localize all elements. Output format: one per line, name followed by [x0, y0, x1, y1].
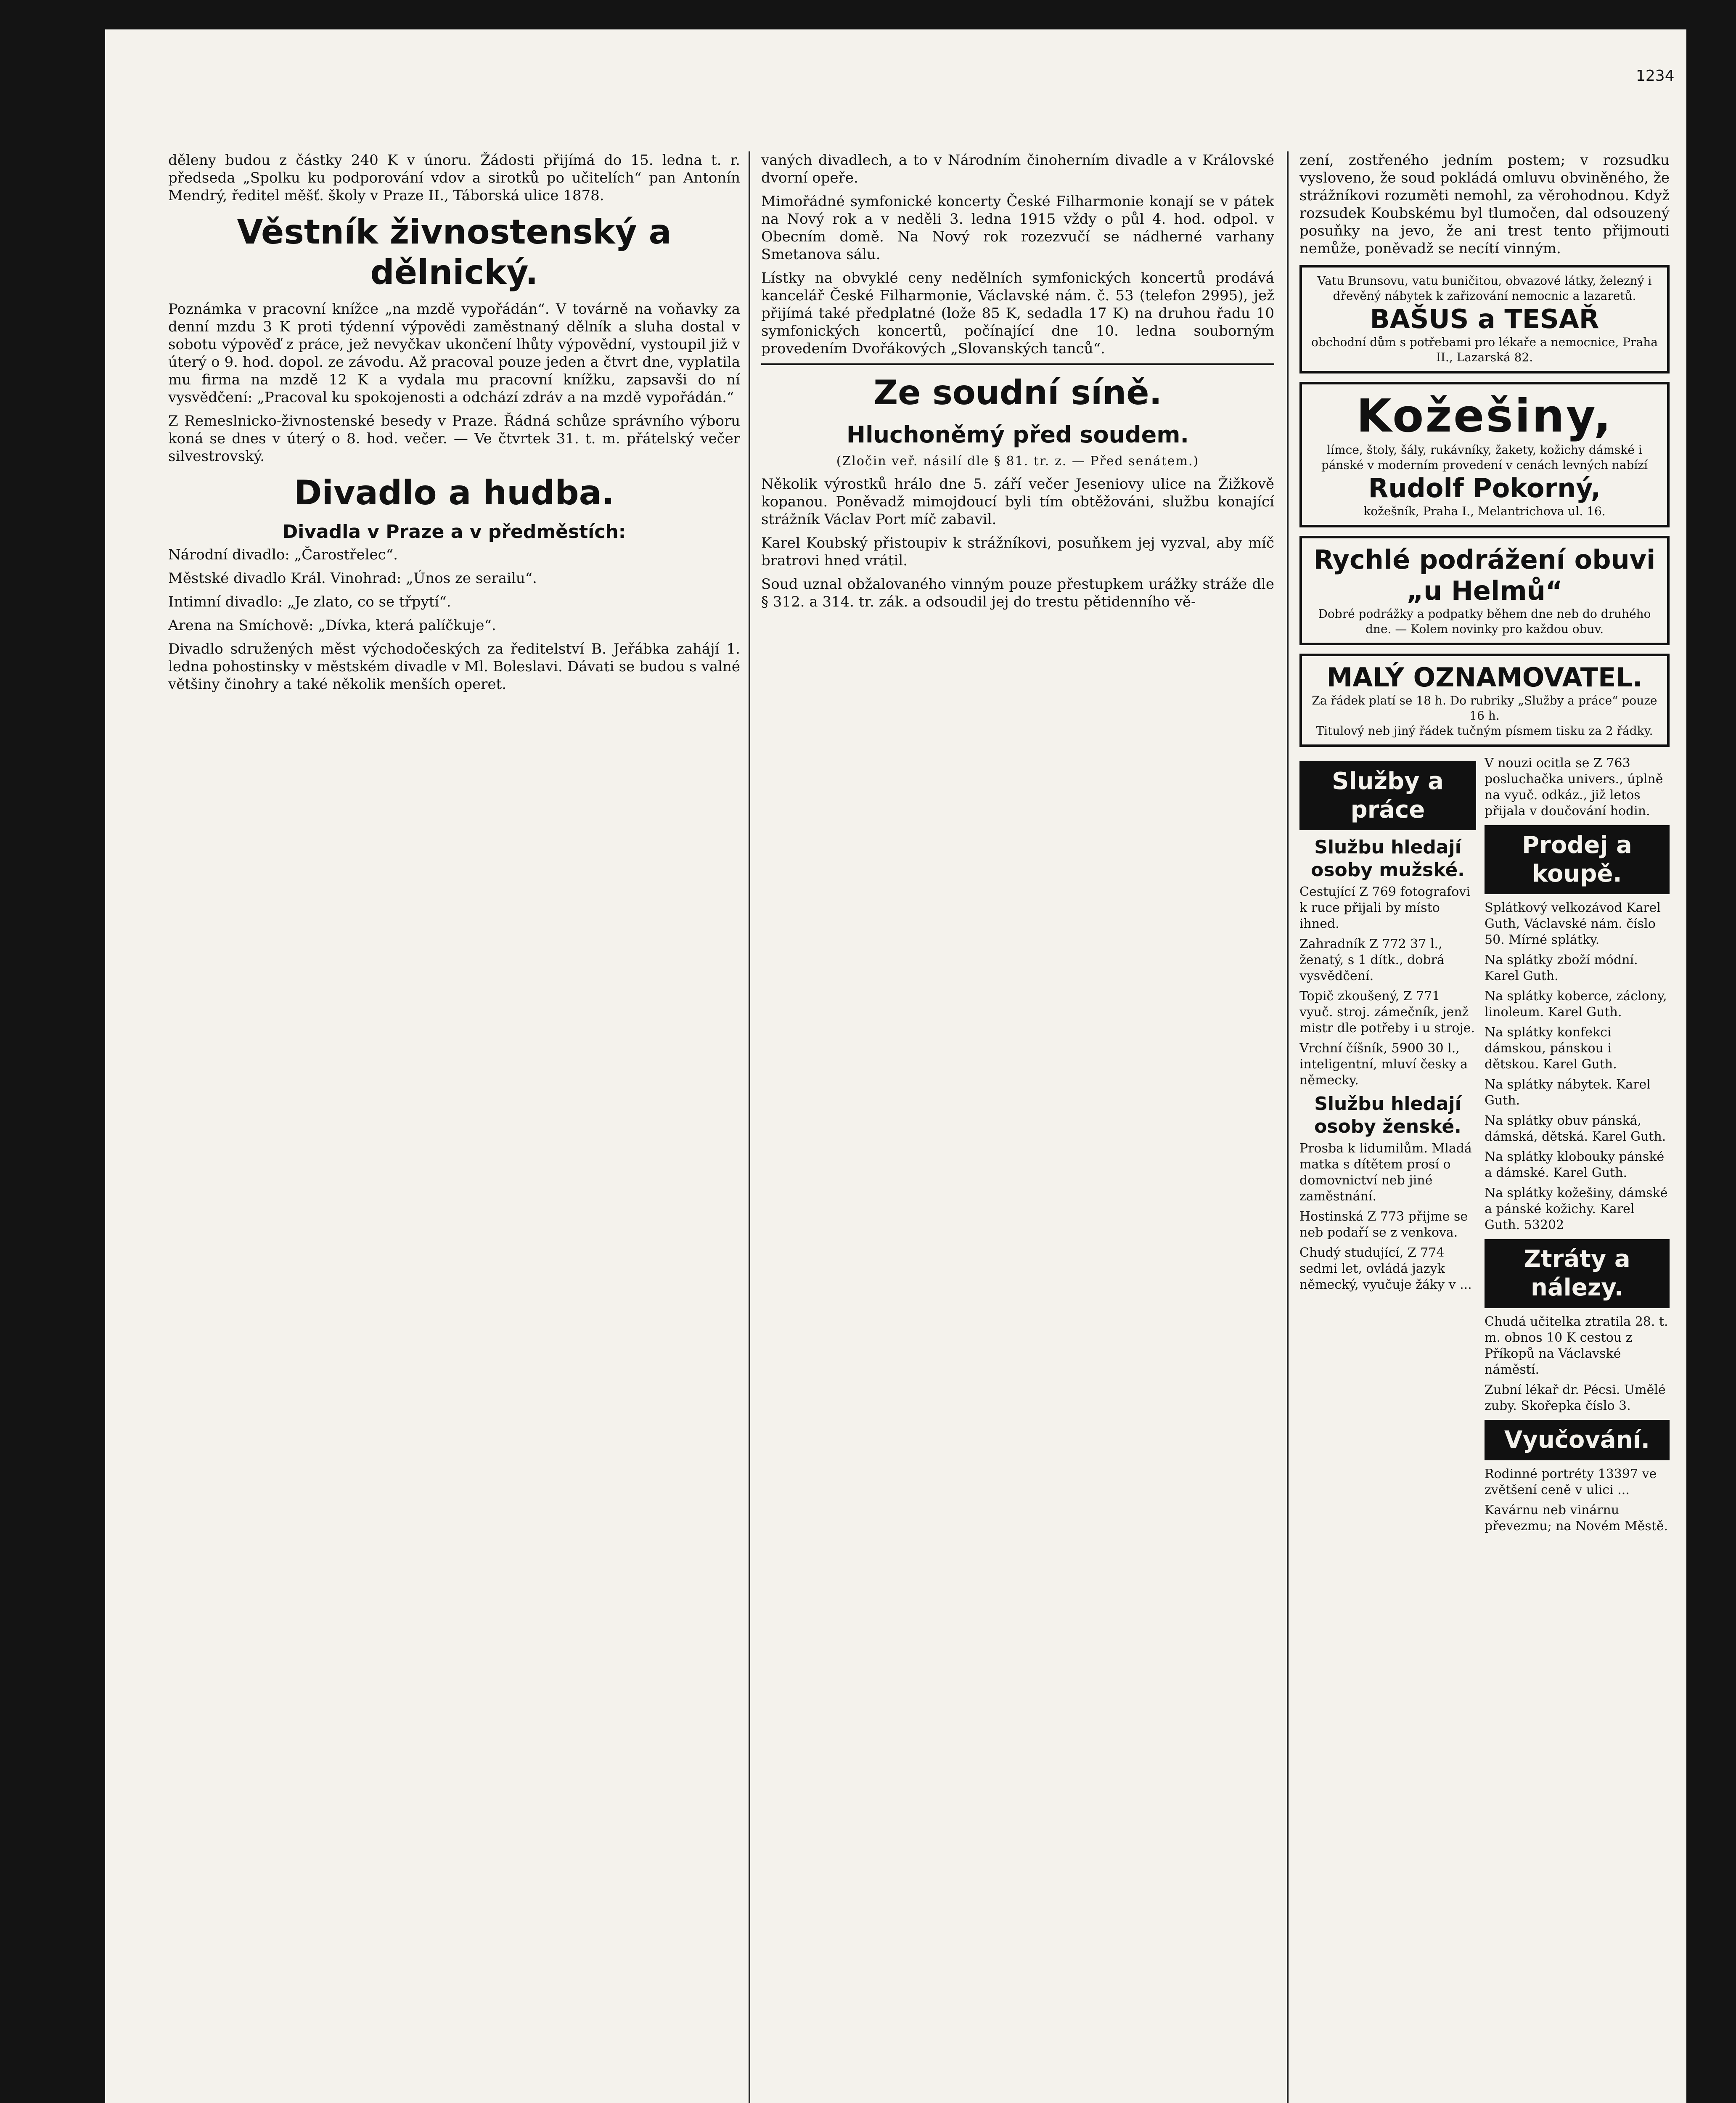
column-divider — [1287, 151, 1289, 2103]
theatre-listing-1: Národní divadlo: „Čarostřelec“. — [168, 546, 398, 563]
ad-kozesiny-brand: Rudolf Pokorný, — [1368, 473, 1601, 503]
maly-oznamovatel-box — [1299, 654, 1670, 747]
classified-item: Rodinné portréty 13397 ve zvětšení ceně v ulici ... — [1485, 1467, 1657, 1497]
theatre-listing-2: Městské divadlo Král. Vinohrad: „Únos ze serailu“. — [168, 570, 537, 587]
page-corner-number: 1234 — [1636, 67, 1675, 85]
court-paragraph-2: Karel Koubský přistoupiv k strážníkovi, posuňkem jej vyzval, aby míč bratrovi hned vrátil. — [761, 535, 1274, 569]
classified-item: Kavárnu neb vinárnu převezmu; na Novém Městě. — [1485, 1503, 1668, 1534]
classifieds-right — [1485, 755, 1670, 1539]
banner-prodej-a-koupe: Prodej a koupě. — [1485, 825, 1670, 894]
classified-item: Vrchní číšník, 5900 30 l., inteligentní, mluví česky a německy. — [1299, 1041, 1468, 1088]
divadlo-paragraph-1: Divadlo sdružených měst východočeských za ředitelství B. Jeřábka zahájí 1. ledna pohostinsky v městském divadle v Ml. Boleslavi. Dávati se budou s valné většiny činohry a také několik menších operet. — [168, 641, 740, 693]
section-rule — [761, 363, 1274, 365]
classified-item: Na splátky klobouky pánské a dámské. Karel Guth. — [1485, 1149, 1665, 1180]
ad-podrazeni-title: Rychlé podrážení obuvi — [1313, 544, 1656, 575]
symphony-paragraph-1: Mimořádné symfonické koncerty České Filharmonie konají se v pátek na Nový rok a v neděli 3. ledna 1915 vždy o půl 4. hod. odpol. v Obecním domě. Na Nový rok rozezvučí se nádherné varhany Smetanova sálu. — [761, 193, 1274, 263]
classified-item: Na splátky konfekci dámskou, pánskou i dětskou. Karel Guth. — [1485, 1025, 1617, 1072]
classified-item: Na splátky koberce, záclony, linoleum. Karel Guth. — [1485, 989, 1667, 1020]
classified-item: Na splátky obuv pánská, dámská, dětská. Karel Guth. — [1485, 1113, 1666, 1144]
classified-item: V nouzi ocitla se Z 763 posluchačka univers., úplně na vyuč. odkáz., již letos přijala v doučování hodin. — [1485, 756, 1663, 818]
banner-ztraty-a-nalezy: Ztráty a nálezy. — [1485, 1239, 1670, 1308]
heading-soudni-sin: Ze soudní síně. — [873, 373, 1162, 412]
right-top-paragraph: zení, zostřeného jedním postem; v rozsudku vysloveno, že soud pokládá omluvu obviněného, že strážníkovi rozuměti nemohl, za věrohodnou. Když rozsudek Koubskému byl tlumočen, dal odsouzený posuňky na jevo, že ani trest tento přijmouti nemůže, poněvadž se necítí vinným. — [1299, 152, 1670, 257]
ad-kozesiny-text: límce, štoly, šály, rukávníky, žakety, kožichy dámské i pánské v moderním provedení v cenách levných nabízí — [1321, 443, 1648, 472]
court-paragraph-3: Soud uznal obžalovaného vinným pouze přestupkem urážky stráže dle § 312. a 314. tr. zák. a odsoudil jej do trestu pětidenního vě- — [761, 576, 1274, 610]
classified-item: Topič zkoušený, Z 771 vyuč. stroj. zámečník, jenž mistr dle potřeby i u stroje. — [1299, 989, 1475, 1036]
ad-podrazeni — [1299, 536, 1670, 645]
column-right — [1299, 151, 1670, 2103]
classified-item: Cestující Z 769 fotografovi k ruce přijali by místo ihned. — [1299, 885, 1470, 931]
theatre-listing-4: Arena na Smíchově: „Dívka, která palíčkuje“. — [168, 617, 496, 634]
classified-item: Hostinská Z 773 přijme se neb podaří se z venkova. — [1299, 1209, 1468, 1240]
ad-basus-brand: BAŠUS a TESAŘ — [1370, 304, 1599, 334]
classified-item: Chudý studující, Z 774 sedmi let, ovládá jazyk německý, vyučuje žáky v ... — [1299, 1245, 1472, 1292]
ad-basus-tesar — [1299, 265, 1670, 373]
maly-oznamovatel-title: MALÝ OZNAMOVATEL. — [1326, 662, 1643, 693]
ad-kozesiny-title: Kožešiny, — [1356, 390, 1613, 442]
heading-divadlo: Divadlo a hudba. — [294, 473, 615, 512]
column-divider — [749, 151, 750, 2103]
ad-kozesiny-address: kožešník, Praha I., Melantrichova ul. 16. — [1363, 504, 1606, 518]
column-left — [168, 151, 740, 2103]
heading-vestnik: Věstník živnostenský a dělnický. — [237, 212, 672, 292]
classified-item: Prosba k lidumilům. Mladá matka s dítětem prosí o domovnictví neb jiné zaměstnání. — [1299, 1141, 1472, 1204]
theatre-listing-3: Intimní divadlo: „Je zlato, co se třpytí“. — [168, 593, 451, 610]
classified-item: Chudá učitelka ztratila 28. t. m. obnos 10 K cestou z Příkopů na Václavské náměstí. — [1485, 1314, 1668, 1377]
subheading-hluchonemy: (Zločin veř. násilí dle § 81. tr. z. — Před senátem.) — [836, 454, 1199, 469]
banner-sluzby-a-prace: Služby a práce — [1299, 761, 1476, 830]
maly-oznamovatel-price: Za řádek platí se 18 h. Do rubriky „Služby a práce“ pouze 16 h. — [1312, 694, 1657, 723]
newspaper-page — [105, 29, 1686, 2103]
ad-basus-bottom-text: obchodní dům s potřebami pro lékaře a nemocnice, Praha II., Lazarská 82. — [1311, 335, 1658, 364]
classified-item: Na splátky kožešiny, dámské a pánské kožichy. Karel Guth. 53202 — [1485, 1186, 1668, 1232]
vestnik-paragraph-2: Z Remeslnicko-živnostenské besedy v Praze. Řádná schůze správního výboru koná se dnes v úterý o 8. hod. večer. — Ve čtvrtek 31. t. m. přátelský večer silvestrovský. — [168, 413, 740, 465]
heading-predmesti: Divadla v Praze a v předměstích: — [282, 521, 626, 543]
classifieds-left — [1299, 755, 1476, 1297]
symphony-paragraph-2: Lístky na obvyklé ceny nedělních symfonických koncertů prodává kancelář České Filharmonie, Václavské nám. č. 53 (telefon 2995), jež přijímá také předplatné (lože 85 K, sedadla 17 K) na druhou řadu 10 symfonických koncertů, počínající dne 10. ledna souborným provedením Dvořákových „Slovanských tanců“. — [761, 270, 1274, 357]
vestnik-paragraph-1: Poznámka v pracovní knížce „na mzdě vypořádán“. V továrně na voňavky za denní mzdu 3 K proti týdenní výpovědi zaměstnaný dělník a sluha dostal v sobotu výpověď z práce, jež nevyčkav ukončení lhůty výpovědní, vystoupil již v úterý o 9. hod. dopol. ze závodu. Až pracoval pouze jeden a čtvrt dne, vyplatila mu firma na mzdě 12 K a vydala mu pracovní knížku, zapsavši do ní vysvědčení: „Pracoval ku spokojenosti a odchází zdráv a na mzdě vypořádán.“ — [168, 301, 740, 406]
ad-basus-top-text: Vatu Brunsovu, vatu buničitou, obvazové látky, železný i dřevěný nábytek k zařizování nemocnic a lazaretů. — [1317, 274, 1652, 303]
heading-sluzby-zenske: Službu hledají osoby ženské. — [1314, 1093, 1461, 1137]
lead-paragraph: děleny budou z částky 240 K v únoru. Žádosti přijímá do 15. ledna t. r. předseda „Spolku ku podporování vdov a sirotků po učitelích“ pan Antonín Mendrý, ředitel měšť. školy v Praze II., Táborská ulice 1878. — [168, 152, 740, 204]
ad-podrazeni-brand: „u Helmů“ — [1406, 575, 1563, 606]
column-middle — [761, 151, 1274, 2103]
ad-podrazeni-text: Dobré podrážky a podpatky během dne neb do druhého dne. — Kolem novinky pro každou obuv. — [1318, 607, 1651, 636]
middle-top-paragraph: vaných divadlech, a to v Národním činoherním divadle a v Královské dvorní opeře. — [761, 152, 1274, 186]
classified-item: Na splátky zboží módní. Karel Guth. — [1485, 953, 1638, 983]
heading-sluzby-muzske: Službu hledají osoby mužské. — [1311, 837, 1465, 881]
classified-item: Na splátky nábytek. Karel Guth. — [1485, 1077, 1651, 1108]
court-paragraph-1: Několik výrostků hrálo dne 5. září večer Jeseniovy ulice na Žižkově kopanou. Poněvadž mimojdoucí byli tím obtěžováni, službu konající strážník Václav Port míč zabavil. — [761, 476, 1274, 528]
classified-item: Zahradník Z 772 37 l., ženatý, s 1 dítk., dobrá vysvědčení. — [1299, 937, 1445, 983]
classified-item: Splátkový velkozávod Karel Guth, Václavské nám. číslo 50. Mírné splátky. — [1485, 901, 1661, 947]
heading-hluchonemy: Hluchoněmý před soudem. — [846, 421, 1189, 448]
ad-kozesiny — [1299, 382, 1670, 527]
maly-oznamovatel-price-2: Titulový neb jiný řádek tučným písmem tisku za 2 řádky. — [1316, 724, 1653, 738]
classified-item: Zubní lékař dr. Pécsi. Umělé zuby. Skořepka číslo 3. — [1485, 1383, 1666, 1413]
banner-vyucovani: Vyučování. — [1485, 1420, 1670, 1460]
